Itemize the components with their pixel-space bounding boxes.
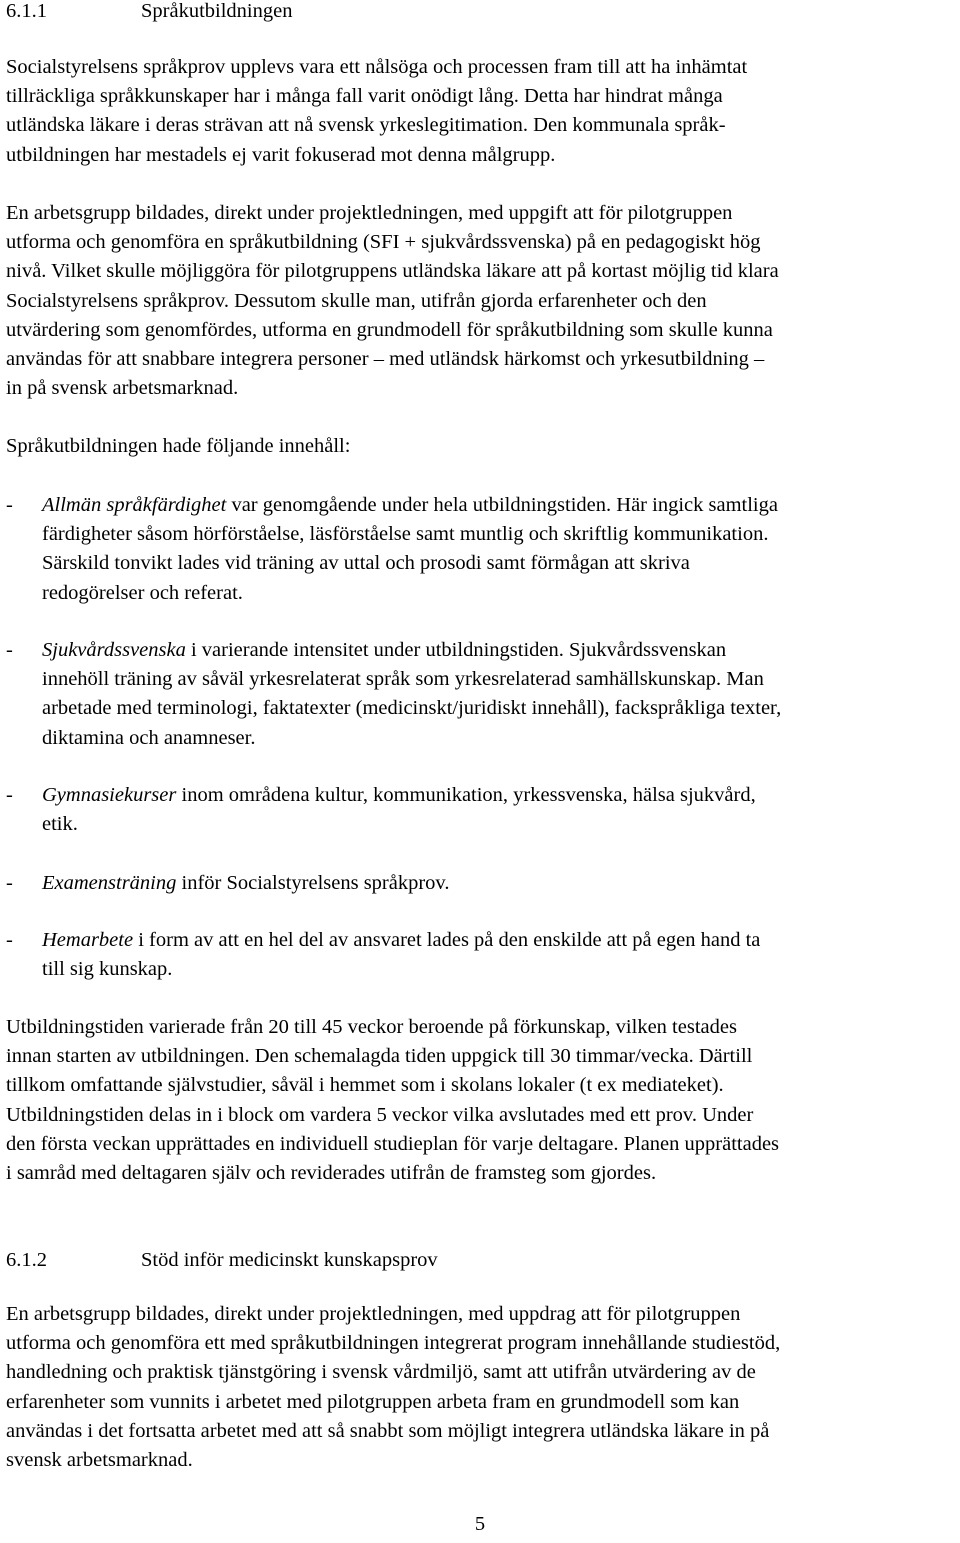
section-heading-6-1-2 [6, 1246, 438, 1275]
list-item-term: Gymnasiekurser [42, 784, 177, 806]
list-item-term: Allmän språkfärdighet [42, 494, 227, 516]
text-line: nivå. Vilket skulle möjliggöra för pilotgruppens utländska läkare att på kortast möjlig tid klara [6, 260, 779, 283]
list-dash: - [6, 929, 13, 951]
text-line: Utbildningstiden delas in i block om vardera 5 veckor vilka avslutades med ett prov. Under [6, 1103, 754, 1126]
text-line: tillräckliga språkkunskaper har i många fall varit onödigt lång. Detta har hindrat många [6, 85, 723, 108]
list-dash: - [6, 784, 13, 806]
text-line: utvärdering som genomfördes, utforma en grundmodell för språkutbildning som skulle kunna [6, 318, 773, 341]
list-item-body [42, 636, 956, 753]
text-line: den första veckan upprättades en individuell studieplan för varje deltagare. Planen upprättades [6, 1132, 780, 1155]
text-line: Språkutbildningen hade följande innehåll: [6, 435, 351, 457]
paragraph-medical-exam-support [6, 1300, 956, 1475]
paragraph-content-intro [6, 432, 956, 461]
list-item-text: inför Socialstyrelsens språkprov. [176, 872, 450, 894]
text-line: Socialstyrelsens språkprov upplevs vara ett nålsöga och processen fram till att ha inhämtat [6, 56, 748, 78]
text-line [42, 869, 956, 898]
text-line: utforma och genomföra ett med språkutbildningen integrerat program innehållande studiestöd, [6, 1332, 781, 1355]
list-item-body [42, 869, 956, 898]
text-line: i samråd med deltagaren själv och reviderades utifrån de framsteg som gjordes. [6, 1161, 657, 1184]
text-line: till sig kunskap. [42, 958, 173, 981]
text-line: användas i det fortsatta arbetet med att så snabbt som möjligt integrera utländska läkare in på [6, 1419, 770, 1442]
text-line [42, 491, 956, 520]
text-line: färdigheter såsom hörförståelse, läsförståelse samt muntlig och skriftlig kommunikation. [42, 523, 769, 546]
list-item-term: Examensträning [42, 872, 177, 894]
text-line: utbildningen har mestadels ej varit fokuserad mot denna målgrupp. [6, 143, 556, 166]
list-item [6, 781, 956, 841]
list-dash: - [6, 494, 13, 516]
text-line: Socialstyrelsens språkprov. Dessutom skulle man, utifrån gjorda erfarenheter och den [6, 289, 707, 312]
page-number: 5 [474, 1513, 486, 1535]
list-item [6, 869, 956, 899]
text-line: svensk arbetsmarknad. [6, 1448, 193, 1471]
list-item-term: Sjukvårdssvenska [42, 639, 186, 661]
text-line: innehöll träning av såväl yrkesrelaterat språk som yrkesrelaterad samhällskunskap. Man [42, 668, 764, 691]
paragraph-working-group [6, 199, 956, 403]
paragraph-language-test [6, 53, 956, 170]
section-number: 6.1.1 [6, 0, 47, 22]
list-item [6, 491, 956, 611]
list-item-body [42, 491, 956, 608]
paragraph-training-duration [6, 1013, 956, 1188]
text-line: etik. [42, 813, 78, 836]
text-line: tillkom omfattande självstudier, såväl i hemmet som i skolans lokaler (t ex mediateket). [6, 1074, 724, 1097]
list-item [6, 636, 956, 756]
section-heading-6-1-1 [6, 0, 292, 26]
text-line: En arbetsgrupp bildades, direkt under projektledningen, med uppdrag att för pilotgruppen [6, 1303, 741, 1325]
text-line: innan starten av utbildningen. Den schemalagda tiden uppgick till 30 timmar/vecka. Därtill [6, 1045, 753, 1068]
list-item-body [42, 926, 956, 984]
list-item-text: inom områdena kultur, kommunikation, yrkessvenska, hälsa sjukvård, [176, 784, 756, 806]
list-item-term: Hemarbete [42, 929, 134, 951]
list-dash: - [6, 639, 13, 661]
list-item-text: i varierande intensitet under utbildningstiden. Sjukvårdssvenskan [185, 639, 727, 661]
text-line [42, 636, 956, 665]
text-line: handledning och praktisk tjänstgöring i svensk vårdmiljö, samt att utifrån utvärdering av de [6, 1361, 756, 1384]
text-line: erfarenheter som vunnits i arbetet med pilotgruppen arbeta fram en grundmodell som kan [6, 1390, 740, 1413]
list-dash: - [6, 872, 13, 894]
section-title: Språkutbildningen [141, 0, 293, 22]
text-line: redogörelser och referat. [42, 581, 243, 604]
text-line: En arbetsgrupp bildades, direkt under projektledningen, med uppgift att för pilotgruppen [6, 202, 733, 224]
section-number: 6.1.2 [6, 1249, 47, 1271]
text-line [42, 781, 956, 810]
text-line: användas för att snabbare integrera personer – med utländsk härkomst och yrkesutbildning – [6, 347, 765, 370]
text-line: utländska läkare i deras strävan att nå svensk yrkeslegitimation. Den kommunala språk- [6, 114, 726, 137]
text-line: utforma och genomföra en språkutbildning (SFI + sjukvårdssvenska) på en pedagogiskt hög [6, 231, 761, 254]
text-line: Särskild tonvikt lades vid träning av uttal och prosodi samt förmågan att skriva [42, 552, 690, 575]
text-line [42, 926, 956, 955]
list-item-text: i form av att en hel del av ansvaret lades på den enskilde att på egen hand ta [133, 929, 761, 951]
list-item-body [42, 781, 956, 839]
list-item [6, 926, 956, 986]
section-title: Stöd inför medicinskt kunskapsprov [141, 1249, 438, 1271]
text-line: diktamina och anamneser. [42, 726, 256, 749]
text-line: Utbildningstiden varierade från 20 till 45 veckor beroende på förkunskap, vilken testades [6, 1016, 737, 1038]
list-item-text: var genomgående under hela utbildningstiden. Här ingick samtliga [226, 494, 778, 516]
text-line: arbetade med terminologi, faktatexter (medicinskt/juridiskt innehåll), fackspråkliga texter, [42, 697, 782, 720]
text-line: in på svensk arbetsmarknad. [6, 377, 239, 400]
